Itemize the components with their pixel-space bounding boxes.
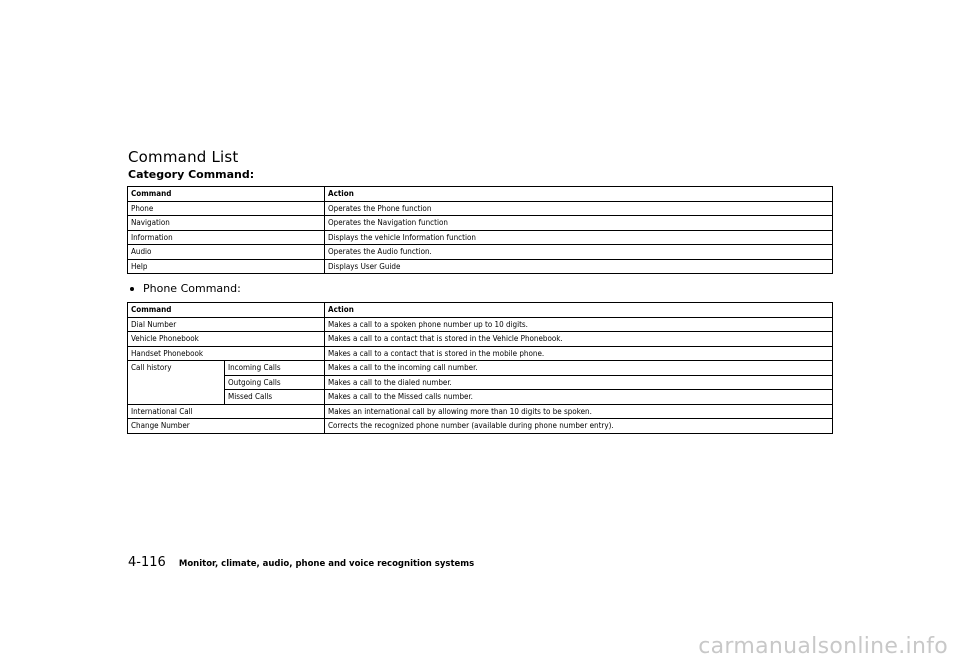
action-cell: Operates the Audio function. [325, 245, 833, 260]
table-row [128, 361, 833, 376]
action-cell: Corrects the recognized phone number (available during phone number entry). [325, 419, 833, 434]
table-row [128, 332, 833, 347]
command-cell: Change Number [128, 419, 325, 434]
action-cell: Makes a call to a spoken phone number up to 10 digits. [325, 317, 833, 332]
category-command-heading: Category Command: [128, 168, 255, 181]
table-header-row [128, 187, 833, 202]
section-title: Command List [128, 148, 239, 166]
command-cell: Help [128, 259, 325, 274]
phone-command-table [127, 302, 833, 434]
command-cell: Audio [128, 245, 325, 260]
page-number: 4-116 [128, 555, 166, 570]
action-cell: Operates the Phone function [325, 201, 833, 216]
table-row [128, 317, 833, 332]
chapter-title: Monitor, climate, audio, phone and voice recognition systems [178, 559, 475, 569]
table-row [128, 346, 833, 361]
page-footer [128, 551, 474, 570]
action-cell: Displays the vehicle Information function [325, 230, 833, 245]
call-history-spacer [128, 390, 225, 405]
table-header-row [128, 303, 833, 318]
command-cell: Vehicle Phonebook [128, 332, 325, 347]
command-cell: Dial Number [128, 317, 325, 332]
action-cell: Makes a call to the incoming call number. [325, 361, 833, 376]
call-history-spacer [128, 375, 225, 390]
command-cell: Handset Phonebook [128, 346, 325, 361]
action-cell: Makes an international call by allowing more than 10 digits to be spoken. [325, 404, 833, 419]
subcommand-cell: Outgoing Calls [225, 375, 325, 390]
command-cell: International Call [128, 404, 325, 419]
table-row [128, 375, 833, 390]
table-row [128, 419, 833, 434]
category-command-table [127, 186, 833, 274]
subcommand-cell: Missed Calls [225, 390, 325, 405]
phone-command-heading [128, 282, 241, 295]
table-row [128, 201, 833, 216]
phone-command-heading-text: Phone Command: [143, 282, 241, 295]
action-cell: Makes a call to the Missed calls number. [325, 390, 833, 405]
table-row [128, 390, 833, 405]
command-cell: Navigation [128, 216, 325, 231]
action-cell: Makes a call to a contact that is stored in the Vehicle Phonebook. [325, 332, 833, 347]
subcommand-cell: Incoming Calls [225, 361, 325, 376]
action-cell: Makes a call to a contact that is stored in the mobile phone. [325, 346, 833, 361]
command-column-header: Command [131, 305, 172, 314]
action-cell: Displays User Guide [325, 259, 833, 274]
action-column-header: Action [325, 187, 833, 202]
action-cell: Operates the Navigation function [325, 216, 833, 231]
command-cell: Phone [128, 201, 325, 216]
table-row [128, 259, 833, 274]
command-cell: Information [128, 230, 325, 245]
table-row [128, 230, 833, 245]
watermark: carmanualsonline.info [698, 634, 948, 659]
action-column-header: Action [325, 303, 833, 318]
table-row [128, 404, 833, 419]
bullet-icon [130, 287, 134, 291]
call-history-cell: Call history [128, 361, 225, 376]
table-row [128, 245, 833, 260]
action-cell: Makes a call to the dialed number. [325, 375, 833, 390]
table-row [128, 216, 833, 231]
command-column-header: Command [131, 189, 172, 198]
